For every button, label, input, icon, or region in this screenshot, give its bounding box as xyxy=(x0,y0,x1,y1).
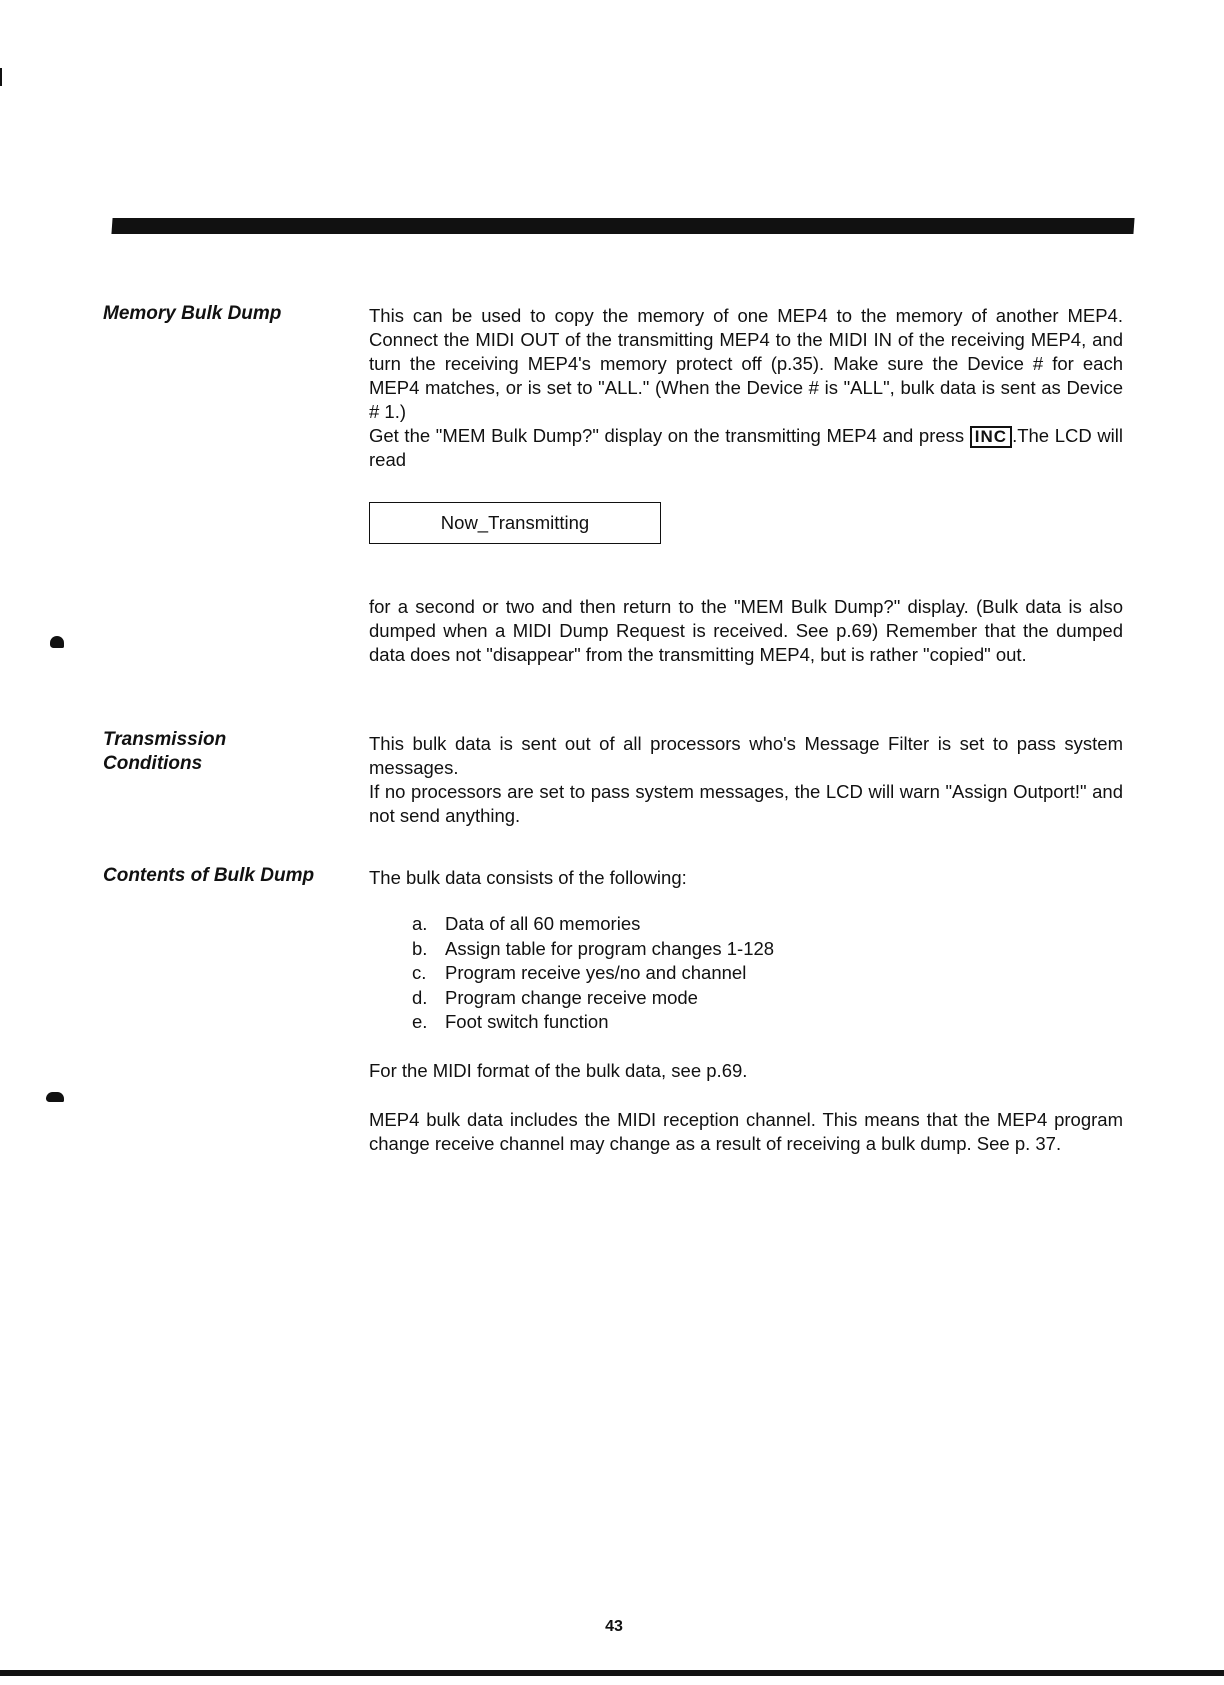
list-marker: e. xyxy=(412,1011,428,1032)
transmission-para2: If no processors are set to pass system messages, the LCD will warn "Assign Outport!" and not send anything. xyxy=(369,781,1123,826)
bulk-contents-list xyxy=(412,912,774,1035)
heading-line1: Transmission xyxy=(103,729,227,750)
left-edge-mark xyxy=(0,68,2,86)
memory-bulk-dump-para2 xyxy=(369,424,1123,472)
list-item xyxy=(412,986,774,1011)
header-rule xyxy=(111,218,1134,234)
channel-note: MEP4 bulk data includes the MIDI reception channel. This means that the MEP4 program change receive channel may change as a result of receiving a bulk dump. See p. 37. xyxy=(369,1109,1123,1154)
heading-contents-of-bulk-dump: Contents of Bulk Dump xyxy=(103,865,315,886)
list-item-text: Data of all 60 memories xyxy=(445,913,641,934)
list-item-text: Foot switch function xyxy=(445,1011,609,1032)
list-marker: d. xyxy=(412,986,428,1008)
contents-intro: The bulk data consists of the following: xyxy=(369,867,687,888)
list-marker: c. xyxy=(412,962,427,983)
format-note: For the MIDI format of the bulk data, see p.69. xyxy=(369,1060,748,1081)
list-item-text: Program change receive mode xyxy=(445,986,698,1008)
inc-key-label: INC xyxy=(970,426,1012,448)
transmission-para1: This bulk data is sent out of all processors who's Message Filter is set to pass system messages. xyxy=(369,733,1123,778)
heading-line2: Conditions xyxy=(103,753,203,774)
memory-bulk-dump-body xyxy=(369,304,1123,472)
binding-hole-mark xyxy=(46,1092,64,1102)
para2-end: .The LCD will read xyxy=(369,425,1124,470)
binding-hole-mark xyxy=(50,636,64,648)
transmission-conditions-body xyxy=(369,732,1123,828)
page-number: 43 xyxy=(605,1618,623,1635)
list-item xyxy=(412,937,774,962)
list-marker: a. xyxy=(412,913,428,934)
list-item xyxy=(412,961,774,986)
list-marker: b. xyxy=(412,937,428,959)
list-item-text: Assign table for program changes 1-128 xyxy=(445,937,775,959)
lcd-display xyxy=(369,502,661,544)
heading-memory-bulk-dump: Memory Bulk Dump xyxy=(103,303,282,324)
heading-transmission-conditions xyxy=(103,728,353,776)
list-item xyxy=(412,912,774,937)
memory-bulk-dump-para1: This can be used to copy the memory of one MEP4 to the memory of another MEP4. Connect the MIDI OUT of the transmitting MEP4 to the MIDI IN of the receiving MEP4, and turn the receiving MEP4's memory protect off (p.35). Make sure the Device # for each MEP4 matches, or is set to "ALL." (When the Device # is "ALL", bulk data is sent as Device # 1.) xyxy=(369,305,1123,422)
lcd-text: Now_Transmitting xyxy=(440,512,590,533)
list-item-text: Program receive yes/no and channel xyxy=(445,962,747,983)
memory-bulk-dump-para3: for a second or two and then return to the "MEM Bulk Dump?" display. (Bulk data is also dumped when a MIDI Dump Request is received. See p.69) Remember that the dumped data does not "disappear" from the transmitting MEP4, but is rather "copied" out. xyxy=(369,596,1123,665)
list-item xyxy=(412,1010,774,1035)
para2-start: Get the "MEM Bulk Dump?" display on the transmitting MEP4 and press xyxy=(369,425,965,446)
footer-rule xyxy=(0,1670,1224,1676)
